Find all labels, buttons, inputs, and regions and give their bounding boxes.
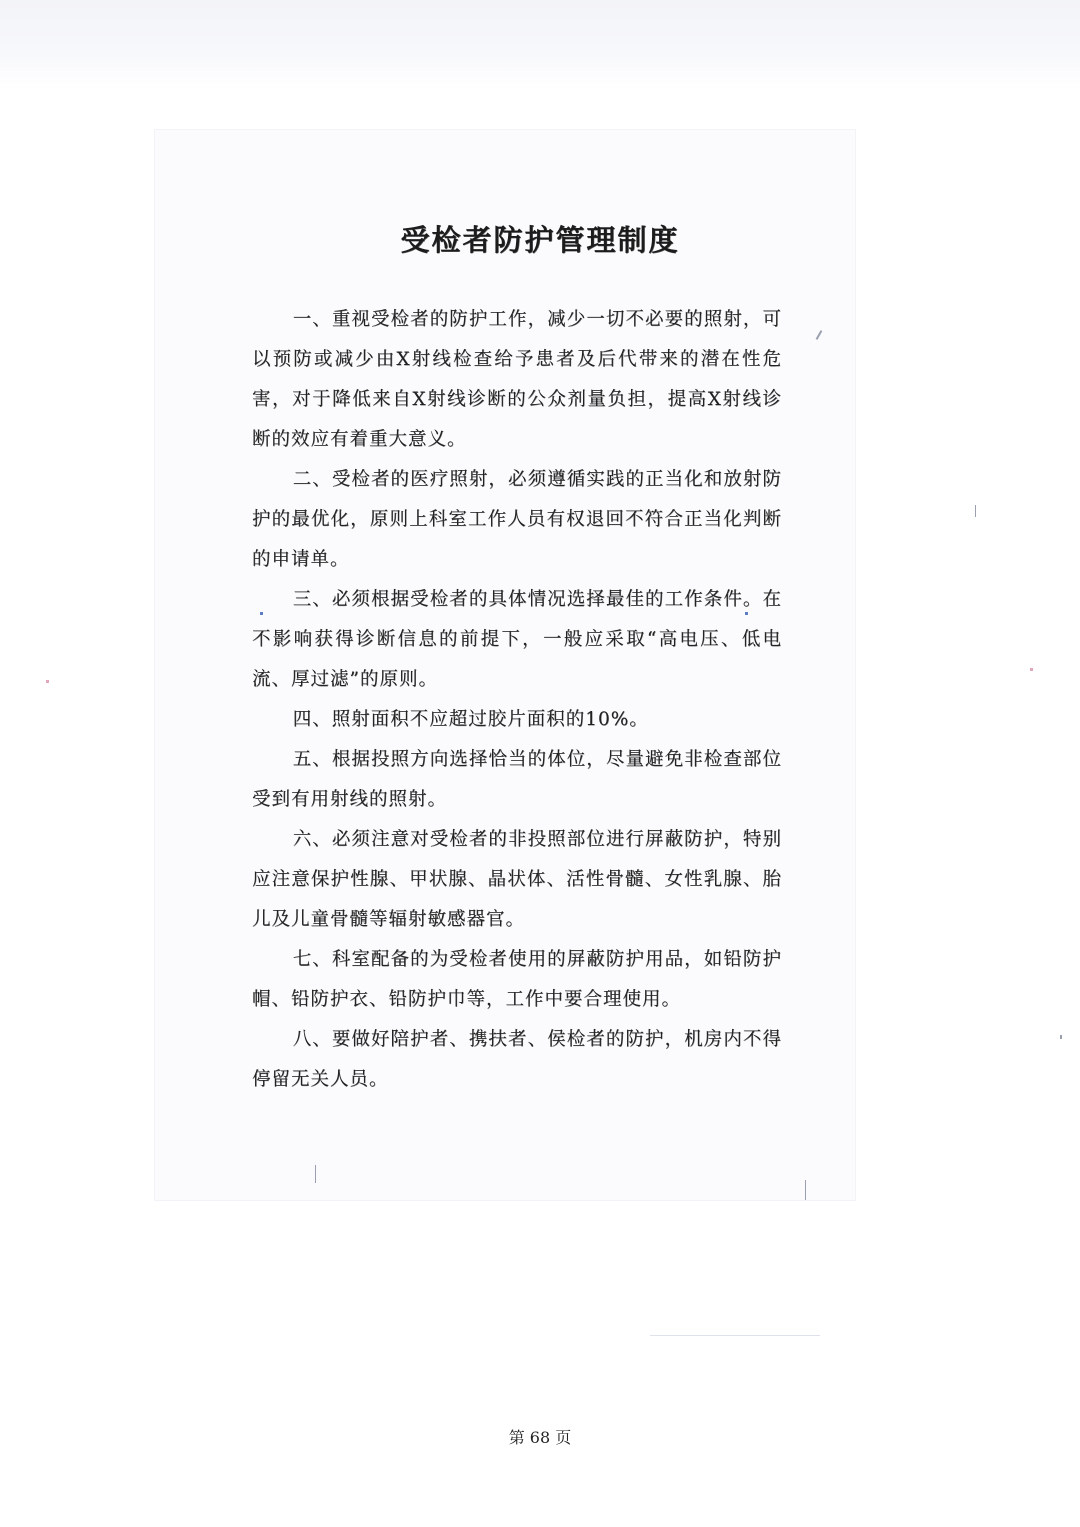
scan-speck	[315, 1165, 316, 1183]
scan-speck	[650, 1335, 820, 1336]
document-title: 受检者防护管理制度	[400, 223, 680, 257]
paragraph-7: 七、科室配备的为受检者使用的屏蔽防护用品，如铅防护帽、铅防护衣、铅防护巾等，工作中要合理使用。	[252, 949, 782, 1010]
scan-top-band	[0, 0, 1080, 90]
scan-speck	[1060, 1035, 1062, 1039]
document-body	[252, 300, 782, 1100]
paragraph-6: 六、必须注意对受检者的非投照部位进行屏蔽防护，特别应注意保护性腺、甲状腺、晶状体、活性骨髓、女性乳腺、胎儿及儿童骨髓等辐射敏感器官。	[252, 829, 782, 930]
scan-speck	[46, 680, 49, 683]
scan-speck	[975, 505, 976, 517]
scan-speck	[1030, 668, 1033, 671]
paragraph-2: 二、受检者的医疗照射，必须遵循实践的正当化和放射防护的最优化，原则上科室工作人员有权退回不符合正当化判断的申请单。	[252, 469, 782, 570]
scan-speck	[805, 1180, 806, 1200]
page-number: 第 68 页	[508, 1428, 572, 1447]
paragraph-3: 三、必须根据受检者的具体情况选择最佳的工作条件。在不影响获得诊断信息的前提下，一般应采取“高电压、低电流、厚过滤”的原则。	[252, 589, 782, 690]
paragraph-8: 八、要做好陪护者、携扶者、侯检者的防护，机房内不得停留无关人员。	[252, 1029, 782, 1090]
paragraph-1: 一、重视受检者的防护工作，减少一切不必要的照射，可以预防或减少由X射线检查给予患者及后代带来的潜在性危害，对于降低来自X射线诊断的公众剂量负担，提高X射线诊断的效应有着重大意义。	[252, 309, 782, 450]
paragraph-4: 四、照射面积不应超过胶片面积的10%。	[292, 709, 649, 730]
paragraph-5: 五、根据投照方向选择恰当的体位，尽量避免非检查部位受到有用射线的照射。	[252, 749, 782, 810]
